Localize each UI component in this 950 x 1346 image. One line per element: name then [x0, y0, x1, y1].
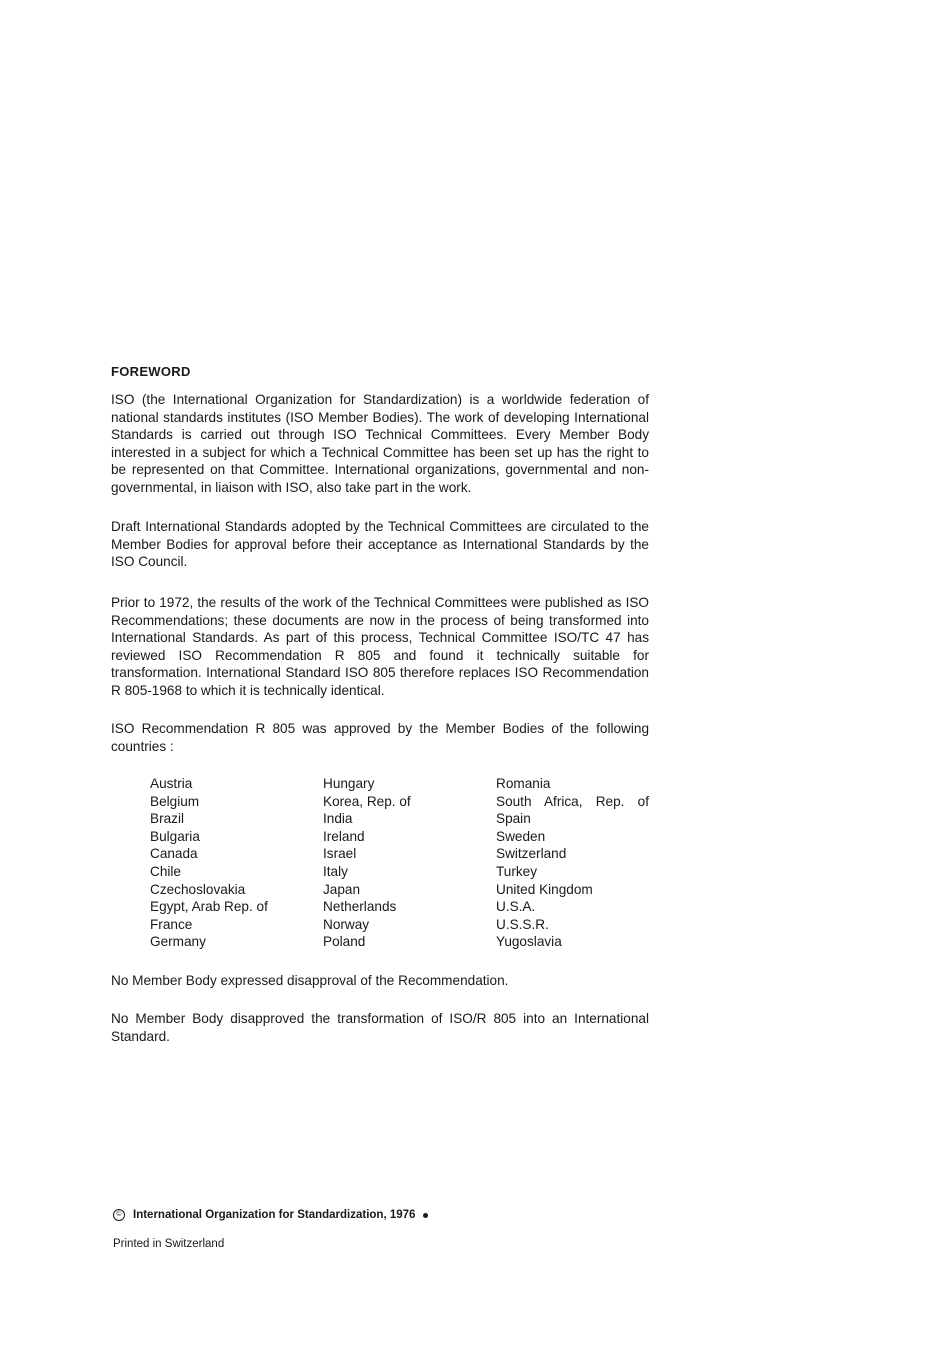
country-item: Hungary	[323, 776, 375, 791]
country-column-3	[496, 775, 649, 951]
country-item: Turkey	[496, 863, 538, 879]
country-item: Egypt, Arab Rep. of	[150, 899, 268, 915]
copyright-icon: ©	[113, 1209, 125, 1221]
foreword-paragraph-4: ISO Recommendation R 805 was approved by the Member Bodies of the following countries :	[111, 721, 649, 754]
country-item: United Kingdom	[496, 881, 593, 897]
country-item: Japan	[323, 881, 361, 897]
country-column-1	[150, 775, 268, 951]
country-item: France	[150, 916, 193, 932]
country-item: Switzerland	[496, 846, 567, 862]
country-item: Ireland	[323, 828, 365, 844]
country-item: India	[323, 811, 353, 827]
country-list	[150, 775, 650, 955]
printed-location: Printed in Switzerland	[113, 1238, 225, 1250]
country-item: Italy	[323, 863, 348, 879]
country-item: U.S.A.	[496, 899, 536, 915]
country-item: Israel	[323, 846, 357, 862]
copyright-text: International Organization for Standardization, 1976	[133, 1209, 416, 1221]
closing-paragraph-1: No Member Body expressed disapproval of the Recommendation.	[111, 973, 509, 988]
country-item: U.S.S.R.	[496, 916, 549, 932]
foreword-paragraph-2: Draft International Standards adopted by the Technical Committees are circulated to the Member Bodies for approval before their acceptance as International Standards by the ISO Council.	[111, 519, 649, 570]
country-item: Bulgaria	[150, 828, 200, 844]
country-item: Yugoslavia	[496, 934, 562, 950]
country-item: Czechoslovakia	[150, 881, 246, 897]
bullet-dot-icon	[423, 1213, 428, 1218]
copyright-notice	[113, 1209, 428, 1221]
country-item: Spain	[496, 811, 531, 827]
country-item: Norway	[323, 916, 370, 932]
country-item: South Africa, Rep. of	[496, 793, 649, 809]
country-item: Brazil	[150, 811, 184, 827]
country-item: Chile	[150, 863, 181, 879]
country-item: Korea, Rep. of	[323, 793, 411, 809]
country-item: Poland	[323, 934, 366, 950]
foreword-heading: FOREWORD	[111, 364, 191, 379]
closing-paragraph-2: No Member Body disapproved the transformation of ISO/R 805 into an International Standard.	[111, 1011, 649, 1044]
foreword-paragraph-1: ISO (the International Organization for Standardization) is a worldwide federation of national standards institutes (ISO Member Bodies). The work of developing International Standards is carried out through ISO Technical Committees. Every Member Body interested in a subject for which a Technical Committee has been set up has the right to be represented on that Committee. International organizations, governmental and non-governmental, in liaison with ISO, also take part in the work.	[111, 392, 649, 495]
country-item: Germany	[150, 934, 206, 950]
country-item: Sweden	[496, 828, 546, 844]
country-item: Belgium	[150, 793, 200, 809]
country-item: Canada	[150, 846, 198, 862]
country-item: Austria	[150, 776, 193, 791]
country-item: Netherlands	[323, 899, 397, 915]
foreword-paragraph-3: Prior to 1972, the results of the work of the Technical Committees were published as ISO Recommendations; these documents are now in the process of being transformed into International Standards. As part of this process, Technical Committee ISO/TC 47 has reviewed ISO Recommendation R 805 and found it technically suitable for transformation. International Standard ISO 805 therefore replaces ISO Recommendation R 805-1968 to which it is technically identical.	[111, 595, 649, 698]
country-item: Romania	[496, 776, 551, 791]
country-column-2	[323, 775, 411, 951]
